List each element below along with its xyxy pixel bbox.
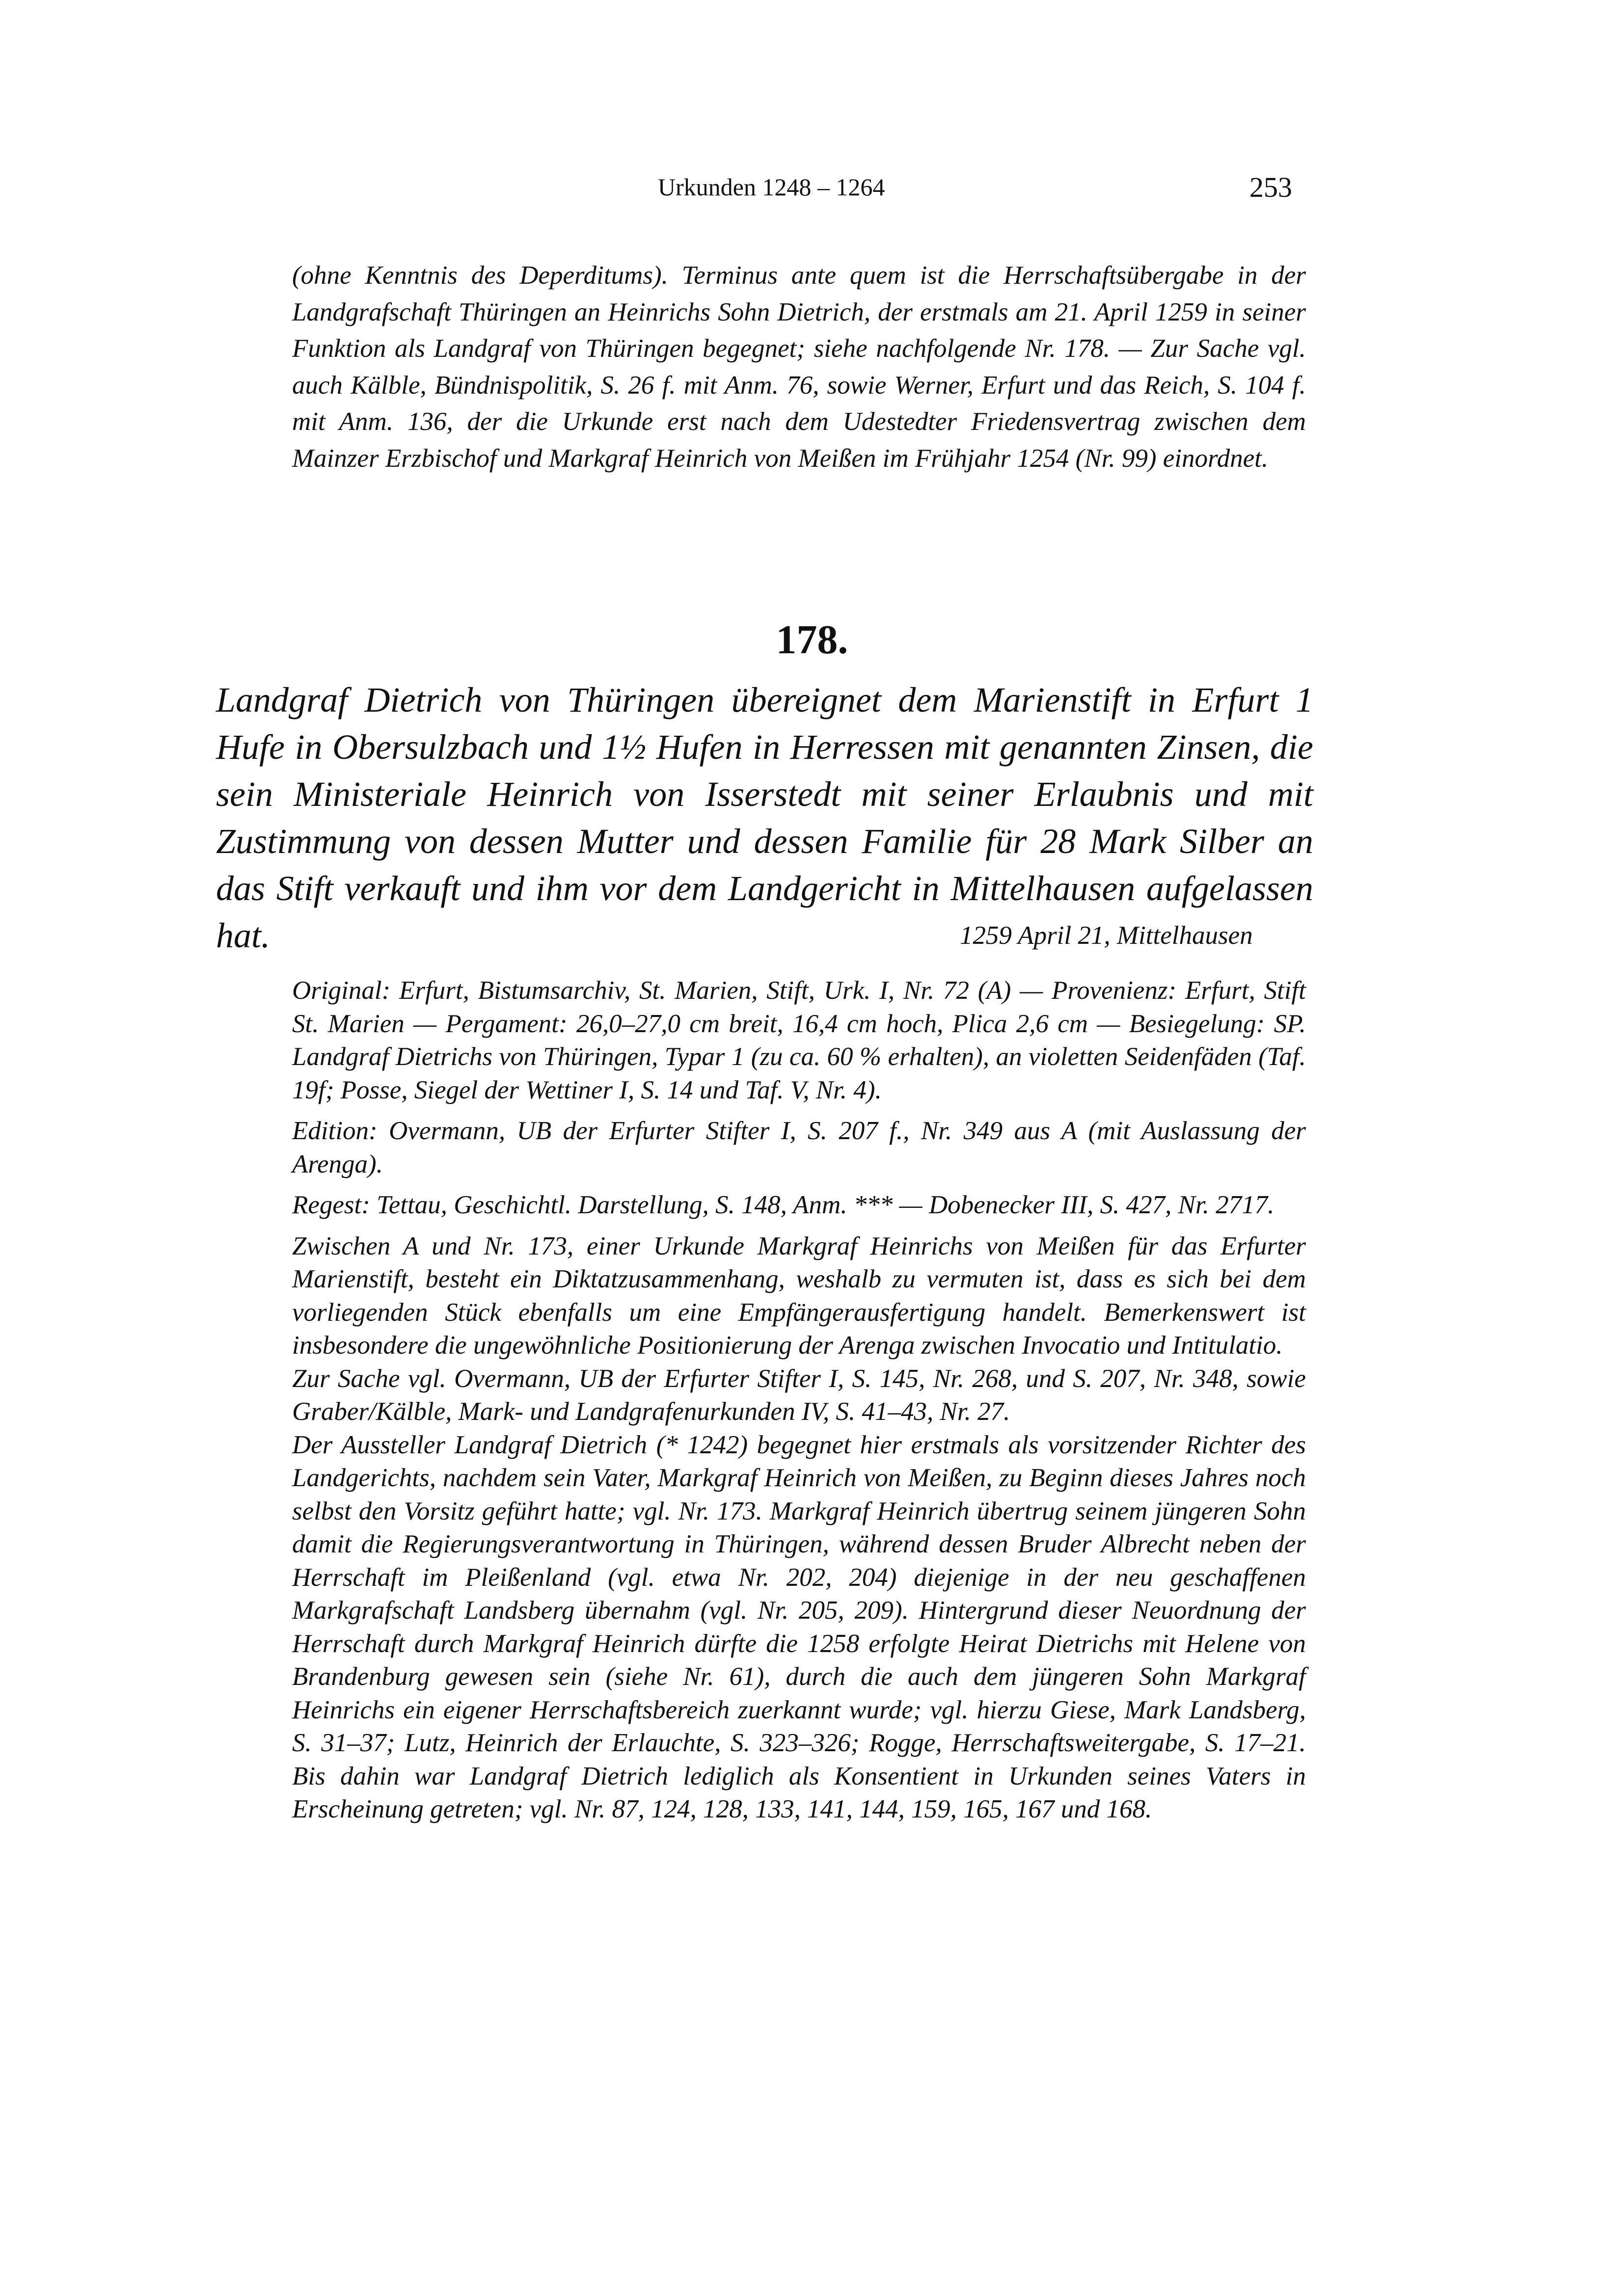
commentary-paragraph-3: Der Aussteller Landgraf Dietrich (* 1242) begegnet hier erstmals als vorsitzender Richter des Landgerichts, nachdem sein Vater, Markgraf Heinrich von Meißen, zu Beginn dieses Jahres noch selbst den Vorsitz geführt hatte; vgl. Nr. 173. Markgraf Heinrich übertrug seinem jüngeren Sohn damit die Regierungsverantwortung in Thüringen, während dessen Bruder Albrecht neben der Herrschaft im Pleißenland (vgl. etwa Nr. 202, 204) diejenige in der neu geschaffenen Markgrafschaft Landsberg übernahm (vgl. Nr. 205, 209). Hintergrund dieser Neuordnung der Herrschaft durch Markgraf Heinrich dürfte die 1258 erfolgte Heirat Dietrichs mit Helene von Brandenburg gewesen sein (siehe Nr. 61), durch die auch dem jüngeren Sohn Markgraf Heinrichs ein eigener Herrschaftsbereich zuerkannt wurde; vgl. hierzu Giese, Mark Landsberg, S. 31–37; Lutz, Heinrich der Erlauchte, S. 323–326; Rogge, Herrschaftsweitergabe, S. 17–21. Bis dahin war Landgraf Dietrich lediglich als Konsentient in Urkunden seines Vaters in Erscheinung getreten; vgl. Nr. 87, 124, 128, 133, 141, 144, 159, 165, 167 und 168. — [292, 1430, 1306, 1823]
original-description: Original: Erfurt, Bistumsarchiv, St. Marien, Stift, Urk. I, Nr. 72 (A) — Provenienz: Erfurt, Stift St. Marien — Pergament: 26,0–27,0 cm breit, 16,4 cm hoch, Plica 2,6 cm — Besiegelung: SP. Landgraf Dietrichs von Thüringen, Typar 1 (zu ca. 60 % erhalten), an violetten Seidenfäden (Taf. 19f; Posse, Siegel der Wettiner I, S. 14 und Taf. V, Nr. 4). — [292, 976, 1306, 1104]
document-regest: Landgraf Dietrich von Thüringen übereignet dem Marienstift in Erfurt 1 Hufe in Obersulzbach und 1½ Hufen in Herressen mit genannten Zinsen, die sein Ministeriale Heinrich von Isserstedt mit seiner Erlaubnis und mit Zustimmung von dessen Mutter und dessen Familie für 28 Mark Silber an das Stift verkauft und ihm vor dem Landgericht in Mittelhausen aufgelassen hat. — [216, 680, 1313, 955]
edition-reference: Edition: Overmann, UB der Erfurter Stifter I, S. 207 f., Nr. 349 aus A (mit Auslassung der Arenga). — [292, 1117, 1306, 1178]
preceding-commentary: (ohne Kenntnis des Deperditums). Terminus ante quem ist die Herrschaftsübergabe in der Landgrafschaft Thüringen an Heinrichs Sohn Dietrich, der erstmals am 21. April 1259 in seiner Funktion als Landgraf von Thüringen begegnet; siehe nachfolgende Nr. 178. — Zur Sache vgl. auch Kälble, Bündnispolitik, S. 26 f. mit Anm. 76, sowie Werner, Erfurt und das Reich, S. 104 f. mit Anm. 136, der die Urkunde erst nach dem Udestedter Friedensvertrag zwischen dem Mainzer Erzbischof und Markgraf Heinrich von Meißen im Frühjahr 1254 (Nr. 99) einordnet. — [292, 261, 1306, 473]
commentary-paragraph-2: Zur Sache vgl. Overmann, UB der Erfurter Stifter I, S. 145, Nr. 268, und S. 207, Nr. 348, sowie Graber/Kälble, Mark- und Landgrafenurkunden IV, S. 41–43, Nr. 27. — [292, 1364, 1306, 1426]
running-head-title: Urkunden 1248 – 1264 — [658, 173, 885, 201]
regest-reference: Regest: Tettau, Geschichtl. Darstellung, S. 148, Anm. *** — Dobenecker III, S. 427, Nr. 2717. — [292, 1191, 1274, 1219]
critical-apparatus — [292, 974, 1306, 1826]
document-number: 178. — [776, 617, 848, 663]
commentary-paragraph-1: Zwischen A und Nr. 173, einer Urkunde Markgraf Heinrichs von Meißen für das Erfurter Marienstift, besteht ein Diktatzusammenhang, weshalb zu vermuten ist, dass es sich bei dem vorliegenden Stück ebenfalls um eine Empfängerausfertigung handelt. Bemerkenswert ist insbesondere die ungewöhnliche Positionierung der Arenga zwischen Invocatio und Intitulatio. — [292, 1231, 1306, 1360]
page-number: 253 — [1249, 171, 1292, 203]
document-dateline: 1259 April 21, Mittelhausen — [960, 921, 1253, 950]
